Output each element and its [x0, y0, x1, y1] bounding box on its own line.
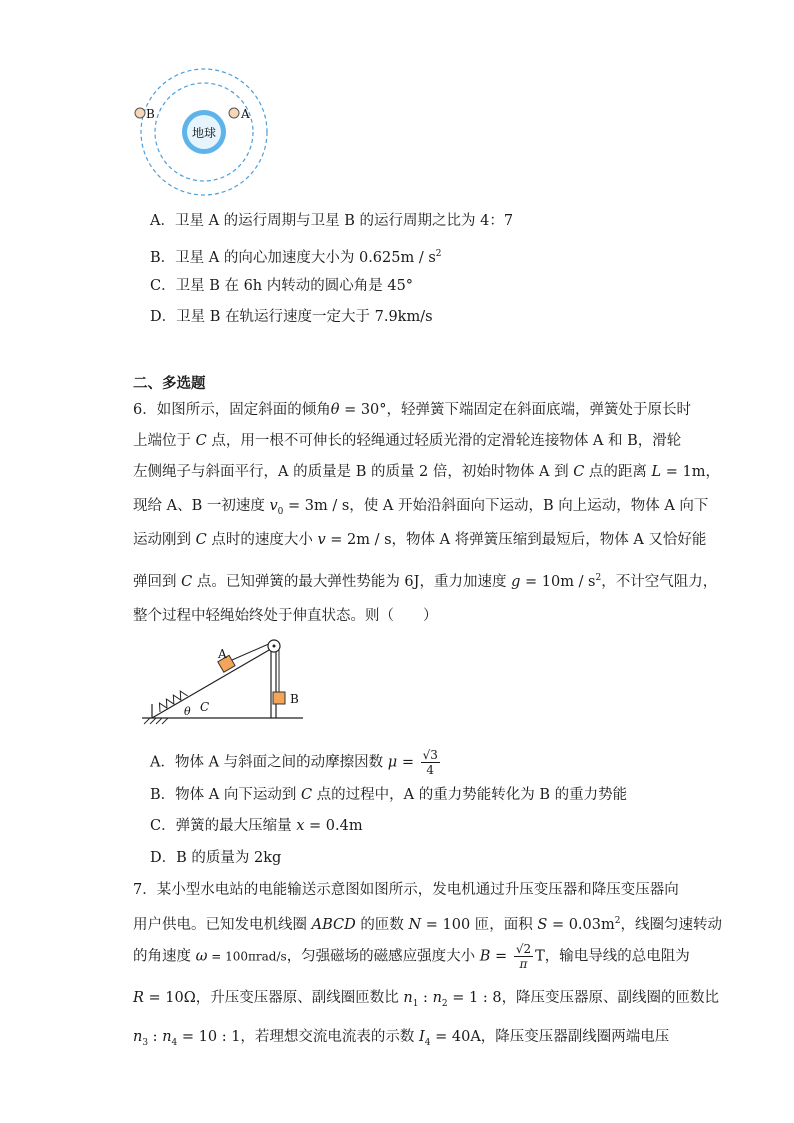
q6-l3-c: C [573, 464, 585, 480]
q6-opt-c-val: = 0.4m [304, 818, 363, 834]
q6-l5-b: 点时的速度大小 [206, 532, 318, 548]
q6-opt-b-c: C [300, 787, 313, 803]
satellite-a-label: A [241, 107, 250, 121]
q6-line-4 [133, 496, 708, 522]
theta-label: θ [184, 705, 191, 718]
q7-l5-post: ，降压变压器副线圈两端电压 [480, 1029, 670, 1045]
q6-l6-exp: 2 [595, 573, 602, 583]
incline-surface [152, 646, 276, 718]
q6-l6-a: 弹回到 [133, 573, 182, 590]
q6-line-1 [133, 400, 691, 420]
q7-l5-ratio: = 10 : 1 [177, 1029, 241, 1045]
q6-opt-a-fraction [421, 748, 440, 777]
q7-l4-a: ，升压变压器原、副线圈匝数比 [195, 990, 404, 1006]
q6-line-7: 整个过程中轻绳始终处于伸直状态。则（ ） [133, 608, 438, 624]
satellite-orbit-figure [128, 62, 278, 202]
q7-l2-b: 的匝数 [355, 916, 409, 933]
q6-opt-b-b: 点的过程中，A 的重力势能转化为 B 的重力势能 [312, 787, 628, 803]
satellite-a [229, 108, 239, 118]
q7-l4-ratio: = 1 : 8 [447, 990, 502, 1006]
q7-l4-s1: 1 [412, 998, 419, 1009]
q6-line-5 [133, 530, 706, 550]
q5-option-b-exp: 2 [435, 249, 442, 259]
q7-l3-wval: = 100πrad/s [207, 949, 287, 964]
block-b-label: B [290, 692, 299, 706]
q6-l6-val: = 10m / s [520, 573, 596, 590]
q7-l3-a: 的角速度 [133, 948, 196, 965]
q7-l5-n3: n [133, 1029, 143, 1045]
q7-l4-n1: n [403, 990, 413, 1006]
q6-l3-b: 点的距离 [584, 464, 652, 480]
q5-option-d: D．卫星 B 在轨运行速度一定大于 7.9km/s [150, 309, 433, 325]
q6-l5-c: C [195, 532, 207, 548]
q6-opt-a-num: √3 [422, 748, 438, 762]
q6-l1-b: = 30°，轻弹簧下端固定在斜面底端，弹簧处于原长时 [339, 402, 692, 418]
q6-l4-v: v [269, 498, 278, 514]
q6-option-c [150, 816, 363, 836]
q6-option-d: D．B 的质量为 2kg [150, 850, 282, 866]
q7-l3-bsym: B [479, 948, 491, 965]
q6-line-3 [133, 462, 720, 482]
q7-l5-n4: n [162, 1029, 172, 1045]
q7-line-1: 7．某小型水电站的电能输送示意图如图所示，发电机通过升压变压器和降压变压器向 [133, 882, 679, 898]
satellite-b-label: B [146, 107, 155, 121]
q6-l5-post: = 2m / s，物体 A 将弹簧压缩到最短后，物体 A 又恰好能 [325, 532, 707, 548]
q6-l6-c: C [181, 573, 193, 590]
q7-l4-colon: : [418, 990, 433, 1006]
q5-option-a: A．卫星 A 的运行周期与卫星 B 的运行周期之比为 4：7 [150, 213, 514, 229]
q7-l2-sval: = 0.03m [547, 916, 615, 933]
q6-opt-a-mu: μ [387, 754, 398, 771]
q6-line-2 [133, 431, 681, 451]
block-b [273, 692, 285, 704]
q5-option-b [150, 244, 442, 268]
q7-l4-r: R [133, 990, 144, 1006]
q7-line-2 [133, 911, 722, 935]
q5-option-b-value: 0.625m / s [358, 249, 436, 266]
q7-l3-num: √2 [515, 942, 532, 956]
q5-option-b-text: B．卫星 A 的向心加速度大小为 [150, 249, 359, 266]
satellite-b [135, 108, 145, 118]
q6-l3-val: = 1m， [661, 464, 721, 480]
q7-l2-exp: 2 [614, 916, 621, 926]
q6-option-b [150, 785, 627, 805]
q7-l2-nval: = 100 匝，面积 [421, 916, 538, 933]
q6-l3-l: L [651, 464, 662, 480]
q7-l4-post: ，降压变压器原、副线圈的匝数比 [501, 990, 720, 1006]
q7-l3-w: ω [195, 948, 208, 965]
q7-l4-n2: n [432, 990, 442, 1006]
q7-l5-a: ，若理想交流电流表的示数 [240, 1029, 420, 1045]
q6-opt-b-a: B．物体 A 向下运动到 [150, 787, 301, 803]
q7-l5-i: I [419, 1029, 425, 1045]
q7-l3-eq: = [490, 948, 512, 965]
q7-l2-s: S [537, 916, 548, 933]
q7-l4-s2: 2 [441, 998, 448, 1009]
q7-l5-ival: = 40A [430, 1029, 481, 1045]
q7-l3-den: π [519, 957, 528, 971]
q7-l3-fraction [514, 942, 533, 971]
q7-l5-s3: 3 [142, 1037, 149, 1048]
q6-l4-a: 现给 A、B 一初速度 [133, 498, 270, 514]
q7-line-3 [133, 942, 690, 971]
q6-l2-a: 上端位于 [133, 433, 196, 449]
q7-l4-rval: = 10Ω [143, 990, 196, 1006]
q7-l5-colon: : [148, 1029, 163, 1045]
q6-l2-c: C [195, 433, 207, 449]
point-c-label: C [200, 700, 210, 714]
q7-l2-abcd: ABCD [311, 916, 356, 933]
q7-line-5 [133, 1027, 669, 1053]
q6-l4-sub: 0 [277, 506, 284, 517]
q6-opt-a-eq: = [397, 754, 419, 771]
q6-l2-b: 点，用一根不可伸长的轻绳通过轻质光滑的定滑轮连接物体 A 和 B，滑轮 [206, 433, 682, 449]
q6-l6-post: ，不计空气阻力， [601, 573, 718, 590]
ground-hatch [144, 718, 168, 724]
q6-option-a [150, 748, 442, 777]
earth-label: 地球 [191, 126, 217, 140]
q6-opt-a-den: 4 [426, 763, 435, 777]
q6-l3-a: 左侧绳子与斜面平行，A 的质量是 B 的质量 2 倍，初始时物体 A 到 [133, 464, 574, 480]
q7-l2-n: N [408, 916, 422, 933]
q6-l6-b: 点。已知弹簧的最大弹性势能为 6J，重力加速度 [192, 573, 512, 590]
incline-pulley-figure [138, 636, 313, 728]
section-title-multi-choice: 二、多选题 [133, 375, 206, 392]
q6-line-6 [133, 568, 717, 592]
q7-l5-si: 4 [424, 1037, 431, 1048]
q7-l2-a: 用户供电。已知发电机线圈 [133, 916, 312, 933]
q6-l5-a: 运动刚到 [133, 532, 196, 548]
q6-opt-c-a: C．弹簧的最大压缩量 [150, 818, 297, 834]
q6-l5-v: v [317, 532, 326, 548]
q5-option-c: C．卫星 B 在 6h 内转动的圆心角是 45° [150, 278, 414, 294]
q6-l4-b: = 3m / s，使 A 开始沿斜面向下运动，B 向上运动，物体 A 向下 [283, 498, 709, 514]
q6-l1-theta: θ [330, 402, 340, 418]
q7-line-4 [133, 988, 719, 1014]
q6-l6-g: g [511, 573, 521, 590]
rope-left [232, 643, 271, 660]
q6-l1-a: 6．如图所示，固定斜面的倾角 [133, 402, 331, 418]
q6-opt-c-x: x [296, 818, 305, 834]
q7-l3-post: T，输电导线的总电阻为 [535, 948, 690, 965]
q7-l3-b: ，匀强磁场的磁感应强度大小 [286, 948, 480, 965]
q7-l5-s4: 4 [171, 1037, 178, 1048]
block-a-label: A [218, 647, 227, 661]
q7-l2-post: ，线圈匀速转动 [620, 916, 722, 933]
q6-opt-a-text: A．物体 A 与斜面之间的动摩擦因数 [150, 754, 388, 771]
